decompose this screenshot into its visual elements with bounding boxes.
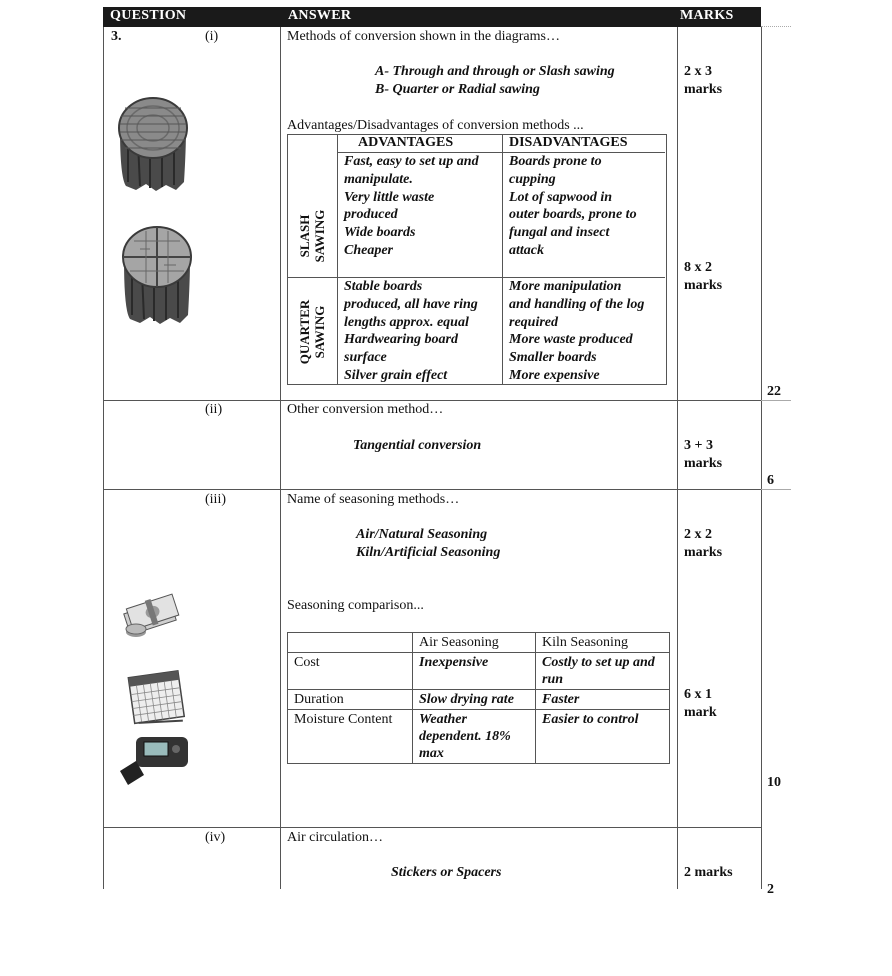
part-ii-label: (ii) — [205, 402, 223, 417]
dotted-rule — [761, 26, 791, 27]
header-question: QUESTION — [110, 8, 187, 23]
total-ii: 6 — [767, 473, 774, 488]
total-iv: 2 — [767, 882, 774, 897]
seasoning-air: Air/Natural Seasoning — [356, 527, 488, 542]
quarter-disadvantages: More manipulation and handling of the log required More waste produced Smaller boards More expensive — [509, 279, 645, 383]
marks-ii: 3 + 3 — [684, 438, 713, 453]
slash-sawn-log-image — [116, 90, 190, 192]
slash-disadvantages: Boards prone to cupping Lot of sapwood in outer boards, prone to fungal and insect attack — [509, 154, 637, 258]
cost-air: Inexpensive — [413, 653, 536, 690]
quarter-sawing-label: QUARTER SAWING — [297, 299, 327, 365]
marks-iii-a: 2 x 2 — [684, 527, 712, 542]
grid-marks-total — [761, 27, 762, 889]
quarter-sawn-log-image — [120, 221, 194, 325]
table-row — [288, 653, 670, 690]
moisture-air: Weather dependent. 18% max — [413, 710, 536, 764]
part-ii-answer: Tangential conversion — [353, 438, 482, 453]
row-divider-iii — [103, 489, 761, 490]
adv-intro: Advantages/Disadvantages of conversion methods ... — [287, 118, 584, 133]
part-i-intro: Methods of conversion shown in the diagrams… — [287, 29, 560, 44]
marks-i-a-unit: marks — [684, 82, 723, 97]
moisture-kiln: Easier to control — [536, 710, 670, 764]
total-iii: 10 — [767, 775, 781, 790]
col-disadvantages: DISADVANTAGES — [509, 135, 628, 150]
row-label-duration: Duration — [288, 690, 413, 710]
table-head-air: Air Seasoning — [413, 633, 536, 653]
duration-kiln: Faster — [536, 690, 670, 710]
header-marks: MARKS — [680, 8, 734, 23]
col-advantages: ADVANTAGES — [358, 135, 454, 150]
calendar-icon — [125, 664, 189, 726]
part-iii-intro: Name of seasoning methods… — [287, 492, 460, 507]
row-divider-iv — [103, 827, 761, 828]
row-label-moisture: Moisture Content — [288, 710, 413, 764]
moisture-meter-icon — [116, 733, 190, 787]
total-i: 22 — [767, 384, 781, 399]
method-a: A- Through and through or Slash sawing — [375, 64, 615, 79]
marks-ii-unit: marks — [684, 456, 723, 471]
slash-sawing-label: SLASH SAWING — [297, 209, 327, 263]
adv-table-line-1 — [337, 134, 338, 384]
marks-i-b: 8 x 2 — [684, 260, 712, 275]
header-answer: ANSWER — [288, 8, 352, 23]
part-ii-intro: Other conversion method… — [287, 402, 444, 417]
row-divider-iii-ext — [761, 489, 791, 490]
part-iii-label: (iii) — [205, 492, 226, 507]
marks-iv: 2 marks — [684, 865, 733, 880]
slash-advantages: Fast, easy to set up and manipulate. Very little waste produced Wide boards Cheaper — [344, 154, 479, 258]
table-head-kiln: Kiln Seasoning — [536, 633, 670, 653]
marks-iii-a-unit: marks — [684, 545, 723, 560]
quarter-advantages: Stable boards produced, all have ring lengths approx. equal Hardwearing board surface Silver grain effect — [344, 279, 478, 383]
table-row — [288, 690, 670, 710]
question-number: 3. — [111, 29, 122, 44]
seasoning-comparison-table — [287, 632, 670, 764]
table-head-empty — [288, 633, 413, 653]
duration-air: Slow drying rate — [413, 690, 536, 710]
cost-kiln: Costly to set up and run — [536, 653, 670, 690]
table-header — [103, 7, 761, 27]
row-label-cost: Cost — [288, 653, 413, 690]
grid-question-answer — [280, 27, 281, 889]
money-icon — [118, 592, 182, 642]
part-iv-label: (iv) — [205, 830, 226, 845]
part-i-label: (i) — [205, 29, 219, 44]
grid-left — [103, 27, 104, 889]
part-iv-answer: Stickers or Spacers — [391, 865, 502, 880]
marks-iii-b: 6 x 1 — [684, 687, 712, 702]
marks-iii-b-unit: mark — [684, 705, 717, 720]
marks-i-a: 2 x 3 — [684, 64, 712, 79]
marks-i-b-unit: marks — [684, 278, 723, 293]
method-b: B- Quarter or Radial sawing — [375, 82, 540, 97]
comparison-intro: Seasoning comparison... — [287, 598, 424, 613]
grid-answer-marks — [677, 27, 678, 889]
part-iv-intro: Air circulation… — [287, 830, 384, 845]
table-row — [288, 710, 670, 764]
adv-table-line-2 — [502, 134, 503, 384]
seasoning-kiln: Kiln/Artificial Seasoning — [356, 545, 501, 560]
